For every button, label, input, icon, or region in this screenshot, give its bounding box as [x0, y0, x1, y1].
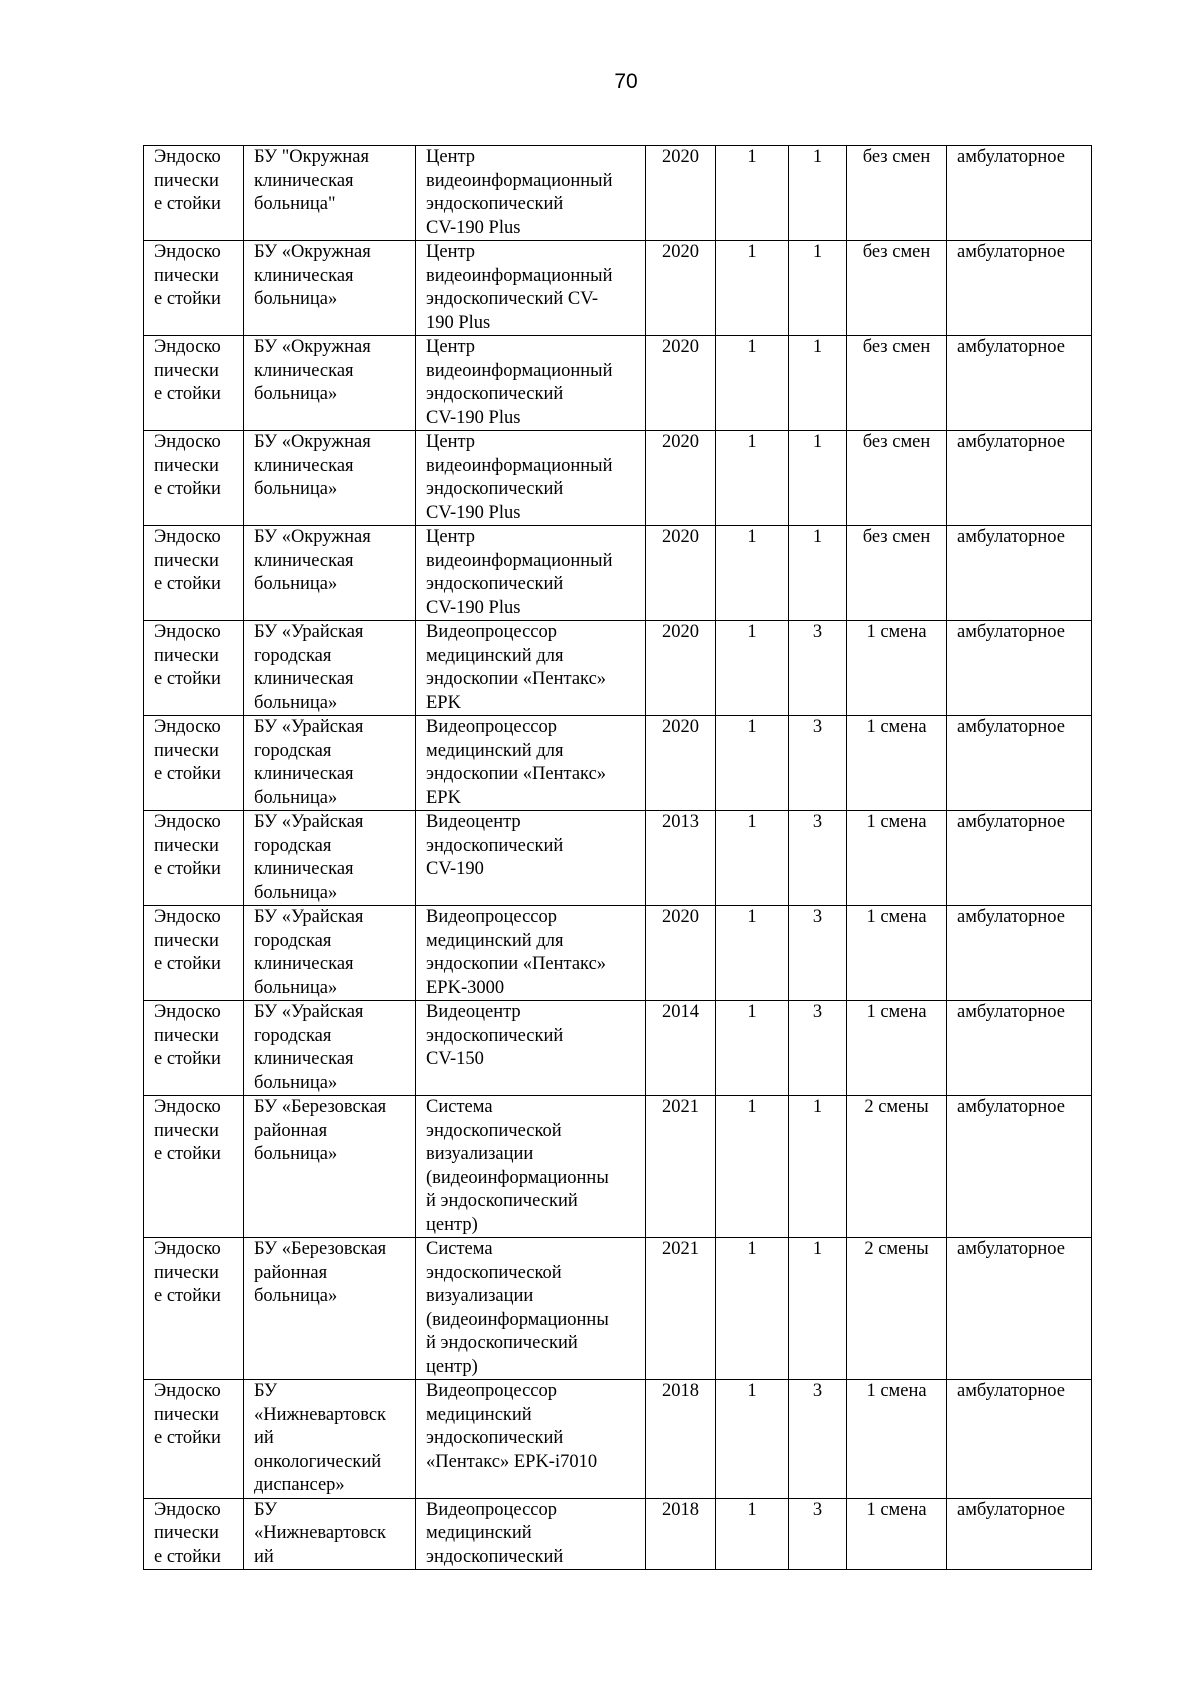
cell-device-name: Видеопроцессор медицинский для эндоскопии «Пентакс» EPK-3000	[416, 906, 646, 1001]
cell-count: 1	[789, 431, 847, 526]
cell-year: 2020	[646, 906, 716, 1001]
table-body	[144, 146, 1092, 1570]
cell-care-type: амбулаторное	[947, 526, 1092, 621]
cell-organization: БУ «Нижневартовск ий	[244, 1498, 416, 1570]
cell-count: 3	[789, 811, 847, 906]
cell-quantity: 1	[716, 1380, 789, 1499]
cell-quantity: 1	[716, 146, 789, 241]
cell-equipment-type: Эндоско пически е стойки	[144, 241, 244, 336]
cell-device-name: Видеоцентр эндоскопический CV-190	[416, 811, 646, 906]
cell-care-type: амбулаторное	[947, 1096, 1092, 1238]
cell-care-type: амбулаторное	[947, 241, 1092, 336]
cell-device-name: Видеопроцессор медицинский для эндоскопии «Пентакс» EPK	[416, 716, 646, 811]
table-row	[144, 716, 1092, 811]
cell-device-name: Центр видеоинформационный эндоскопический CV- 190 Plus	[416, 241, 646, 336]
cell-device-name: Центр видеоинформационный эндоскопический CV-190 Plus	[416, 336, 646, 431]
cell-care-type: амбулаторное	[947, 906, 1092, 1001]
cell-care-type: амбулаторное	[947, 716, 1092, 811]
cell-organization: БУ «Урайская городская клиническая больница»	[244, 1001, 416, 1096]
table-row	[144, 1380, 1092, 1499]
cell-device-name: Центр видеоинформационный эндоскопический CV-190 Plus	[416, 146, 646, 241]
cell-organization: БУ «Урайская городская клиническая больница»	[244, 906, 416, 1001]
cell-organization: БУ "Окружная клиническая больница"	[244, 146, 416, 241]
cell-device-name: Видеоцентр эндоскопический CV-150	[416, 1001, 646, 1096]
table-row	[144, 431, 1092, 526]
table-row	[144, 336, 1092, 431]
cell-shift-mode: без смен	[847, 241, 947, 336]
cell-equipment-type: Эндоско пически е стойки	[144, 716, 244, 811]
cell-quantity: 1	[716, 1238, 789, 1380]
table-row	[144, 811, 1092, 906]
cell-device-name: Система эндоскопической визуализации (видеоинформационны й эндоскопический центр)	[416, 1096, 646, 1238]
cell-quantity: 1	[716, 906, 789, 1001]
cell-organization: БУ «Урайская городская клиническая больница»	[244, 716, 416, 811]
cell-equipment-type: Эндоско пически е стойки	[144, 146, 244, 241]
cell-equipment-type: Эндоско пически е стойки	[144, 811, 244, 906]
cell-equipment-type: Эндоско пически е стойки	[144, 336, 244, 431]
table-row	[144, 906, 1092, 1001]
cell-organization: БУ «Нижневартовск ий онкологический диспансер»	[244, 1380, 416, 1499]
cell-quantity: 1	[716, 1498, 789, 1570]
cell-shift-mode: 1 смена	[847, 621, 947, 716]
cell-quantity: 1	[716, 431, 789, 526]
cell-year: 2018	[646, 1498, 716, 1570]
cell-equipment-type: Эндоско пически е стойки	[144, 1096, 244, 1238]
cell-shift-mode: 1 смена	[847, 906, 947, 1001]
cell-device-name: Видеопроцессор медицинский эндоскопический	[416, 1498, 646, 1570]
cell-care-type: амбулаторное	[947, 1380, 1092, 1499]
cell-year: 2014	[646, 1001, 716, 1096]
cell-quantity: 1	[716, 716, 789, 811]
cell-count: 1	[789, 526, 847, 621]
cell-organization: БУ «Урайская городская клиническая больница»	[244, 811, 416, 906]
table-row	[144, 1096, 1092, 1238]
cell-organization: БУ «Окружная клиническая больница»	[244, 241, 416, 336]
cell-device-name: Система эндоскопической визуализации (видеоинформационны й эндоскопический центр)	[416, 1238, 646, 1380]
cell-care-type: амбулаторное	[947, 336, 1092, 431]
cell-year: 2021	[646, 1096, 716, 1238]
cell-shift-mode: 1 смена	[847, 1498, 947, 1570]
cell-year: 2018	[646, 1380, 716, 1499]
cell-year: 2013	[646, 811, 716, 906]
cell-care-type: амбулаторное	[947, 431, 1092, 526]
cell-quantity: 1	[716, 621, 789, 716]
cell-device-name: Видеопроцессор медицинский для эндоскопии «Пентакс» EPK	[416, 621, 646, 716]
cell-quantity: 1	[716, 811, 789, 906]
cell-count: 1	[789, 1096, 847, 1238]
cell-device-name: Видеопроцессор медицинский эндоскопический «Пентакс» EPK-i7010	[416, 1380, 646, 1499]
cell-count: 3	[789, 621, 847, 716]
cell-shift-mode: 1 смена	[847, 716, 947, 811]
cell-equipment-type: Эндоско пически е стойки	[144, 1238, 244, 1380]
cell-year: 2020	[646, 526, 716, 621]
equipment-table	[143, 145, 1092, 1570]
cell-care-type: амбулаторное	[947, 1238, 1092, 1380]
cell-care-type: амбулаторное	[947, 1001, 1092, 1096]
cell-count: 1	[789, 146, 847, 241]
cell-year: 2020	[646, 241, 716, 336]
cell-year: 2020	[646, 146, 716, 241]
cell-care-type: амбулаторное	[947, 1498, 1092, 1570]
cell-care-type: амбулаторное	[947, 811, 1092, 906]
cell-shift-mode: без смен	[847, 431, 947, 526]
table-row	[144, 1498, 1092, 1570]
cell-quantity: 1	[716, 336, 789, 431]
cell-organization: БУ «Березовская районная больница»	[244, 1238, 416, 1380]
cell-shift-mode: 1 смена	[847, 1001, 947, 1096]
cell-count: 1	[789, 1238, 847, 1380]
cell-count: 3	[789, 1498, 847, 1570]
cell-shift-mode: без смен	[847, 146, 947, 241]
table-row	[144, 241, 1092, 336]
cell-equipment-type: Эндоско пически е стойки	[144, 526, 244, 621]
cell-equipment-type: Эндоско пически е стойки	[144, 1380, 244, 1499]
cell-shift-mode: 2 смены	[847, 1096, 947, 1238]
cell-year: 2020	[646, 621, 716, 716]
cell-year: 2021	[646, 1238, 716, 1380]
cell-equipment-type: Эндоско пически е стойки	[144, 1498, 244, 1570]
cell-organization: БУ «Окружная клиническая больница»	[244, 526, 416, 621]
table-row	[144, 146, 1092, 241]
cell-quantity: 1	[716, 241, 789, 336]
page-number: 70	[614, 70, 638, 93]
cell-organization: БУ «Урайская городская клиническая больница»	[244, 621, 416, 716]
cell-equipment-type: Эндоско пически е стойки	[144, 1001, 244, 1096]
table-row	[144, 1001, 1092, 1096]
cell-quantity: 1	[716, 526, 789, 621]
cell-count: 1	[789, 241, 847, 336]
cell-care-type: амбулаторное	[947, 621, 1092, 716]
cell-count: 3	[789, 716, 847, 811]
table-row	[144, 526, 1092, 621]
cell-count: 3	[789, 1001, 847, 1096]
cell-care-type: амбулаторное	[947, 146, 1092, 241]
cell-count: 3	[789, 1380, 847, 1499]
cell-quantity: 1	[716, 1096, 789, 1238]
cell-shift-mode: 1 смена	[847, 1380, 947, 1499]
cell-count: 3	[789, 906, 847, 1001]
cell-device-name: Центр видеоинформационный эндоскопический CV-190 Plus	[416, 431, 646, 526]
cell-year: 2020	[646, 716, 716, 811]
cell-year: 2020	[646, 431, 716, 526]
cell-equipment-type: Эндоско пически е стойки	[144, 621, 244, 716]
cell-shift-mode: 1 смена	[847, 811, 947, 906]
cell-equipment-type: Эндоско пически е стойки	[144, 906, 244, 1001]
cell-quantity: 1	[716, 1001, 789, 1096]
table-row	[144, 621, 1092, 716]
cell-organization: БУ «Березовская районная больница»	[244, 1096, 416, 1238]
cell-organization: БУ «Окружная клиническая больница»	[244, 336, 416, 431]
cell-organization: БУ «Окружная клиническая больница»	[244, 431, 416, 526]
table-row	[144, 1238, 1092, 1380]
cell-year: 2020	[646, 336, 716, 431]
cell-count: 1	[789, 336, 847, 431]
cell-shift-mode: без смен	[847, 526, 947, 621]
cell-shift-mode: 2 смены	[847, 1238, 947, 1380]
cell-shift-mode: без смен	[847, 336, 947, 431]
cell-equipment-type: Эндоско пически е стойки	[144, 431, 244, 526]
cell-device-name: Центр видеоинформационный эндоскопический CV-190 Plus	[416, 526, 646, 621]
